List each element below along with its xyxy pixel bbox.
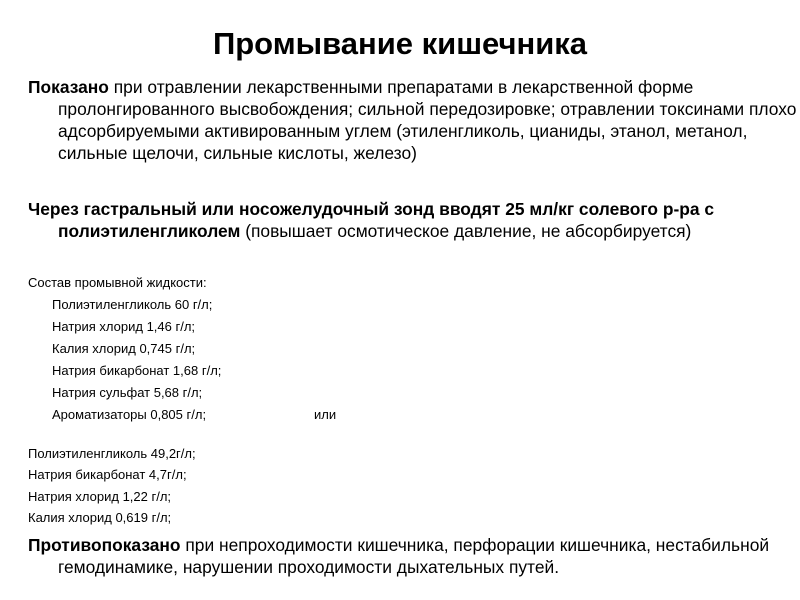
page-title: Промывание кишечника — [212, 26, 588, 61]
procedure-text: (повышает осмотическое давление, не абсорбируется) — [240, 221, 692, 241]
indications-text: при отравлении лекарственными препаратами в лекарственной форме пролонгированного высвобождения; сильной передозировке; отравлении токсинами плохо адсорбируемыми активированным углем (этиленгликоль, цианиды, этанол, метанол, сильные щелочи, сильные кислоты, железо) — [58, 77, 797, 163]
composition-or: или — [314, 407, 337, 422]
indications-paragraph — [28, 76, 800, 164]
contraindications-paragraph — [28, 534, 800, 578]
alternative-item: Натрия хлорид 1,22 г/л; — [28, 489, 172, 504]
contraindications-label: Противопоказано — [28, 535, 181, 555]
composition-item: Ароматизаторы 0,805 г/л; — [52, 407, 207, 422]
indications-label: Показано — [28, 77, 109, 97]
composition-heading: Состав промывной жидкости: — [28, 275, 207, 290]
alternative-item: Калия хлорид 0,619 г/л; — [28, 510, 172, 525]
procedure-paragraph — [28, 198, 800, 242]
composition-item: Натрия хлорид 1,46 г/л; — [52, 319, 196, 334]
composition-item: Натрия сульфат 5,68 г/л; — [52, 385, 203, 400]
alternative-item: Полиэтиленгликоль 49,2г/л; — [28, 446, 196, 461]
procedure-bold-text: Через гастральный или носожелудочный зонд вводят 25 мл/кг солевого р-ра с полиэтиленгликолем — [28, 199, 715, 241]
composition-item: Натрия бикарбонат 1,68 г/л; — [52, 363, 222, 378]
composition-item: Полиэтиленгликоль 60 г/л; — [52, 297, 213, 312]
composition-item: Калия хлорид 0,745 г/л; — [52, 341, 196, 356]
contraindications-text: при непроходимости кишечника, перфорации кишечника, нестабильной гемодинамике, нарушении проходимости дыхательных путей. — [58, 535, 770, 577]
alternative-item: Натрия бикарбонат 4,7г/л; — [28, 467, 187, 482]
